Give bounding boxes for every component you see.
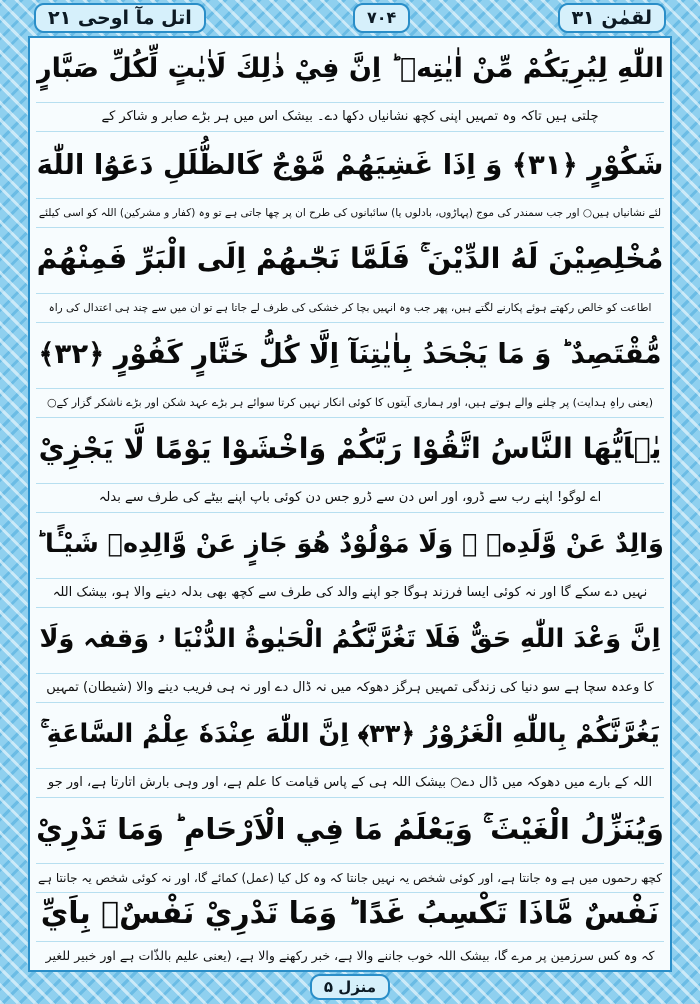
urdu-line: کا وعدہ سچا ہے سو دنیا کی زندگی تمہیں ہرگز دھوکہ میں نہ ڈال دے اور نہ ہی فریب دینے والا (شیطان) تمہیں — [36, 673, 664, 703]
page-footer — [0, 970, 700, 1004]
page-number: ۷۰۴ — [353, 3, 410, 33]
urdu-line: کچھ رحموں میں ہے وہ جانتا ہے، اور کوئی شخص یہ نہیں جانتا کہ وہ کل کیا (عمل) کمائے گا، اور نہ کوئی شخص یہ جانتا ہے — [36, 863, 664, 893]
urdu-line: (یعنی راہِ ہدایت) پر چلنے والے ہوتے ہیں، اور ہماری آیتوں کا کوئی انکار نہیں کرتا سوائے ہر بڑے عہد شکن اور بڑے ناشکر گزار کے○ — [36, 388, 664, 418]
arabic-line: اللّٰهِ لِيُرِيَكُمْ مِّنْ اٰيٰتِهٖ ؕ اِنَّ فِيْ ذٰلِكَ لَاٰيٰتٍ لِّكُلِّ صَبَّارٍ — [36, 53, 664, 84]
urdu-line: کہ وہ کس سرزمین پر مرے گا، بیشک اللہ خوب جاننے والا ہے، خبر رکھنے والا ہے، (یعنی علیم بالذّات ہے اور خبیر للغیر — [36, 941, 664, 970]
arabic-line: يَغُرَّنَّكُمْ بِاللّٰهِ الْغَرُوْرُ ﴿۳۳﴾ اِنَّ اللّٰهَ عِنْدَهٗ عِلْمُ السَّاعَةِ ۚ — [40, 719, 660, 749]
arabic-line: وَيُنَزِّلُ الْغَيْثَ ۚ وَيَعْلَمُ مَا فِي الْاَرْحَامِ ؕ وَمَا تَدْرِيْ — [36, 812, 664, 846]
arabic-line: شَكُوْرٍ ﴿۳۱﴾ وَ اِذَا غَشِيَهُمْ مَّوْجٌ كَالظُّلَلِ دَعَوُا اللّٰهَ — [36, 149, 664, 181]
arabic-line: نَفْسٌ مَّاذَا تَكْسِبُ غَدًا ؕ وَمَا تَدْرِيْ نَفْسٌۢ بِاَيِّ — [40, 896, 660, 931]
arabic-line: وَالِدٌ عَنْ وَّلَدِهٖ ۫ وَلَا مَوْلُوْدٌ هُوَ جَازٍ عَنْ وَّالِدِهٖ شَيْـًٔا ؕ — [36, 529, 664, 559]
para-name: اتل مآ اوحی ۲۱ — [34, 3, 206, 33]
arabic-line: يٰۤاَيُّهَا النَّاسُ اتَّقُوْا رَبَّكُمْ وَاخْشَوْا يَوْمًا لَّا يَجْزِيْ — [38, 432, 662, 465]
urdu-line: چلتی ہیں تاکہ وہ تمہیں اپنی کچھ نشانیاں دکھا دے۔ بیشک اس میں ہر بڑے صابر و شاکر کے — [36, 102, 664, 132]
urdu-line: اطاعت کو خالص رکھتے ہوئے پکارنے لگتے ہیں، پھر جب وہ انہیں بچا کر خشکی کی طرف لے جاتا ہے تو ان میں سے چند ہی اعتدال کی راہ — [36, 293, 664, 323]
arabic-line: مُّقْتَصِدٌ ؕ وَ مَا يَجْحَدُ بِاٰيٰتِنَآ اِلَّا كُلُّ خَتَّارٍ كَفُوْرٍ ﴿۳۲﴾ — [38, 338, 662, 370]
page-content — [30, 38, 670, 970]
urdu-line: اے لوگو! اپنے رب سے ڈرو، اور اس دن سے ڈرو جس دن کوئی باپ اپنے بیٹے کی طرف سے بدلہ — [36, 483, 664, 513]
arabic-line: اِنَّ وَعْدَ اللّٰهِ حَقٌّ فَلَا تَغُرَّنَّكُمُ الْحَيٰوةُ الدُّنْيَا ۥ وَقفہ وَلَا — [39, 624, 661, 654]
urdu-line: نہیں دے سکے گا اور نہ کوئی ایسا فرزند ہوگا جو اپنے والد کی طرف سے کچھ بھی بدلہ دینے والا ہو، بیشک اللہ — [36, 578, 664, 608]
urdu-line: لئے نشانیاں ہیں○ اور جب سمندر کی موج (پہاڑوں، بادلوں یا) سائبانوں کی طرح ان پر چھا جاتی ہے تو وہ (کفار و مشرکین) اللہ کو اسی کیلئے — [36, 198, 664, 228]
arabic-line: مُخْلِصِيْنَ لَهُ الدِّيْنَ ۚ فَلَمَّا نَجّٰىهُمْ اِلَى الْبَرِّ فَمِنْهُمْ — [36, 242, 664, 275]
surah-name: لقمٰن ۳۱ — [558, 3, 666, 33]
page-header — [0, 0, 700, 36]
urdu-line: اللہ کے بارے میں دھوکہ میں ڈال دے○ بیشک اللہ ہی کے پاس قیامت کا علم ہے، اور وہی بارش اتارتا ہے، اور جو — [36, 768, 664, 798]
manzil-label: منزل ۵ — [310, 974, 390, 1000]
